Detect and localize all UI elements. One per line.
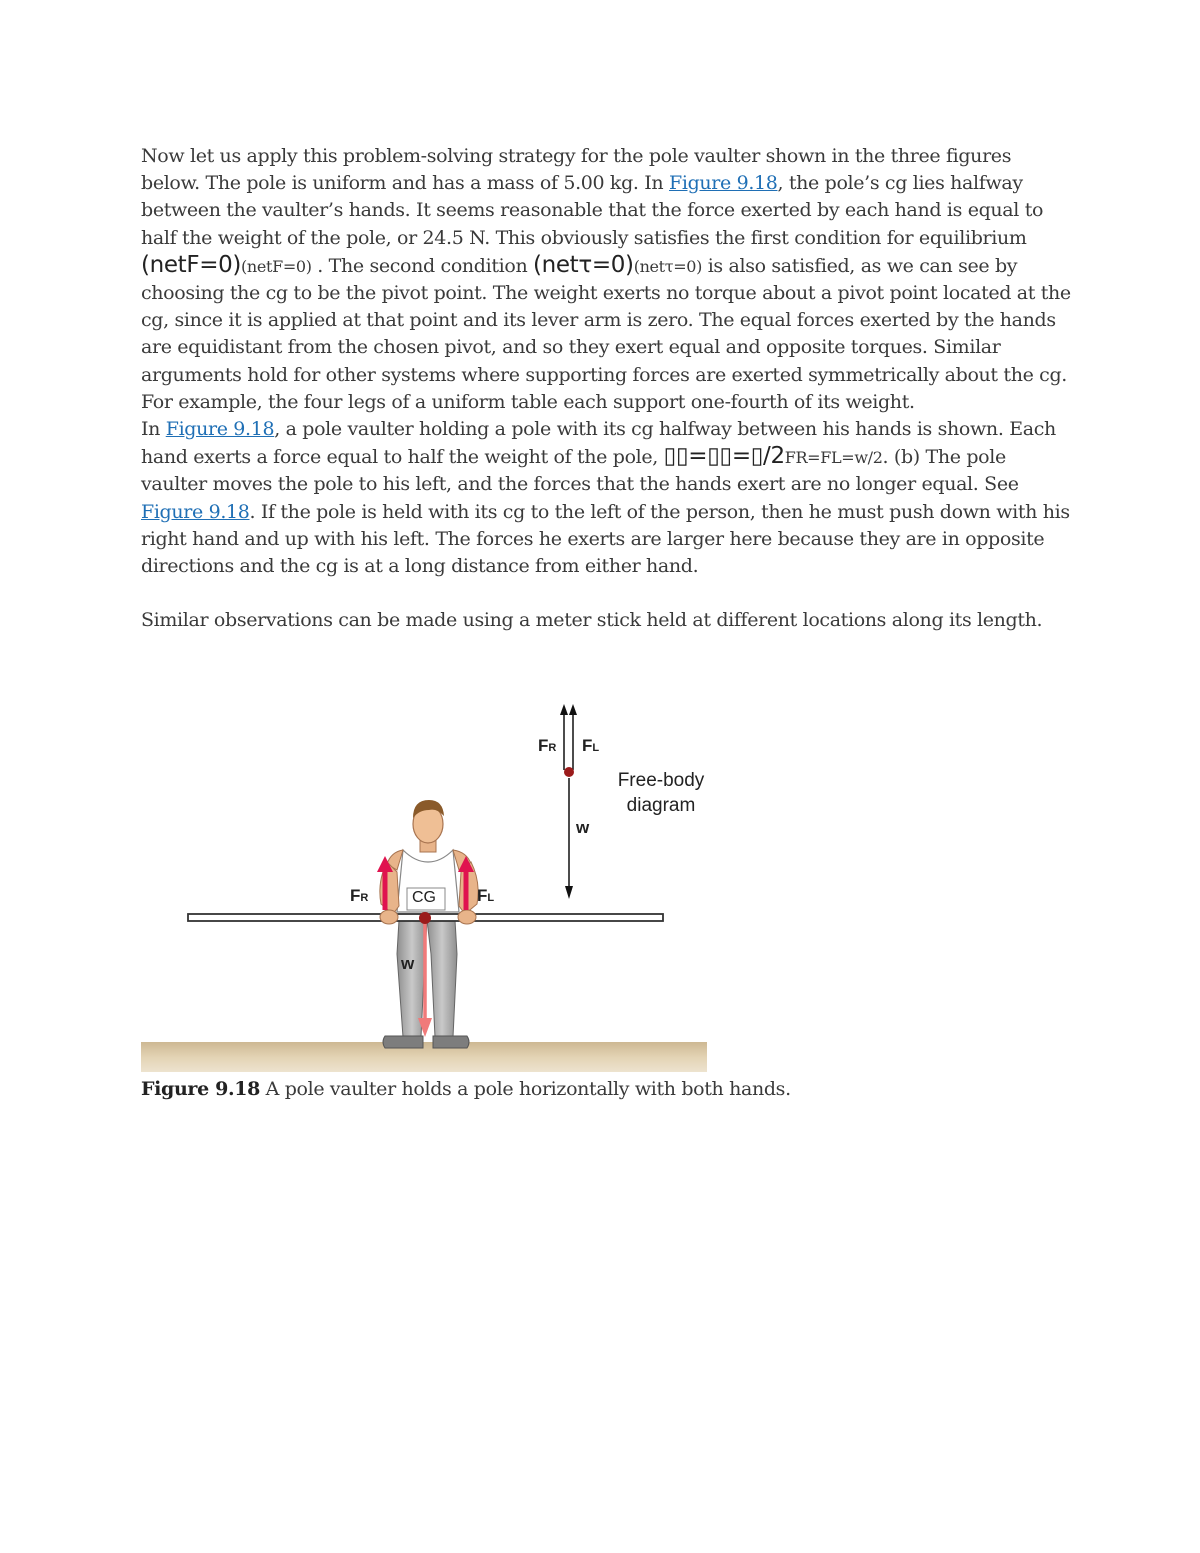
caption-text: A pole vaulter holds a pole horizontally with both hands.: [259, 1078, 791, 1100]
equation-net-force: (netF=0): [141, 251, 242, 278]
label-fl: [477, 886, 494, 906]
text-run: Now let us apply this problem-solving strategy for the pole vaulter shown in the three figures below. The pole is uniform and has a mass of 5.00 kg. In: [141, 145, 1012, 195]
fbd-title: [611, 768, 711, 818]
label-fl-sub: L: [487, 892, 495, 904]
label-fr: [350, 886, 368, 906]
body-text: [141, 143, 1071, 634]
fbd-label-fr-sub: R: [548, 742, 557, 754]
text-run: In: [141, 418, 166, 441]
paragraph-3: Similar observations can be made using a meter stick held at different locations along its length.: [141, 609, 1043, 632]
figure-caption: [141, 1078, 1071, 1100]
fbd-label-fr-letter: F: [538, 736, 549, 755]
paragraph-1: [141, 143, 1071, 416]
right-shoe: [433, 1036, 469, 1048]
left-hand: [380, 910, 398, 924]
fbd-label-fl-sub: L: [592, 742, 600, 754]
text-run: . The second condition: [311, 254, 534, 277]
fbd-weight-head: [565, 886, 573, 899]
right-leg: [427, 920, 457, 1037]
text-run: , a pole vaulter holding a pole with its cg halfway between his hands is shown. Each hand exerts a force equal to half the weight of the pole,: [141, 418, 1056, 469]
label-fr-sub: R: [360, 892, 369, 904]
cg-dot: [419, 912, 431, 924]
equation-net-force-text: (netF=0): [241, 256, 312, 276]
right-hand: [458, 910, 476, 924]
label-w: w: [401, 954, 415, 973]
fbd-title-line-1: Free-body: [617, 770, 705, 791]
fbd-cg-dot: [564, 767, 574, 777]
left-shoe: [383, 1036, 423, 1048]
fbd-label-fl-letter: F: [582, 736, 593, 755]
text-run: . If the pole is held with its cg to the left of the person, then he must push down with his right hand and up with his left. The forces he exerts are larger here because they are in opposite directions and the cg is at a long distance from either hand.: [141, 500, 1070, 578]
pole-vaulter-illustration: [141, 692, 711, 1072]
paragraph-2: [141, 416, 1071, 580]
fbd-label-w: w: [576, 818, 590, 837]
caption-label: Figure 9.18: [141, 1078, 260, 1100]
equation-forces: ▯▯=▯▯=▯/2: [663, 443, 785, 470]
fbd-force-right-head: [560, 704, 568, 715]
label-cg: CG: [412, 889, 436, 906]
fbd-label-fr: [538, 736, 556, 756]
text-run: , the pole’s cg lies halfway between the vaulter’s hands. It seems reasonable that the force exerted by each hand is equal to half the weight of the pole, or 24.5 N. This obviously satisfies the first condition for equilibrium: [141, 172, 1044, 249]
figure-link[interactable]: Figure 9.18: [165, 418, 275, 441]
text-run: is also satisfied, as we can see by choosing the cg to be the pivot point. The weight exerts no torque about a pivot point located at the cg, since it is applied at that point and its lever arm is zero. The equal forces exerted by the hands are equidistant from the chosen pivot, and so they exert equal and opposite torques. Similar arguments hold for other systems where supporting forces are exerted symmetrically about the cg. For example, the four legs of a uniform table each support one-fourth of its weight.: [141, 254, 1071, 413]
label-fr-letter: F: [350, 886, 361, 905]
text-run: . (b) The pole vaulter moves the pole to his left, and the forces that the hands exert are no longer equal. See: [141, 446, 1019, 496]
equation-forces-text: FR=FL=w/2: [784, 448, 883, 468]
figure-9-18: [141, 692, 711, 1072]
equation-net-torque: (netτ=0): [533, 251, 634, 278]
label-fl-letter: F: [477, 886, 488, 905]
figure-link[interactable]: Figure 9.18: [141, 500, 250, 523]
fbd-label-fl: [582, 736, 599, 756]
equation-net-torque-text: (netτ=0): [633, 256, 703, 276]
ground: [141, 1042, 707, 1072]
fbd-force-left-head: [569, 704, 577, 715]
fbd-title-line-2: diagram: [626, 795, 696, 816]
figure-link[interactable]: Figure 9.18: [669, 172, 778, 195]
